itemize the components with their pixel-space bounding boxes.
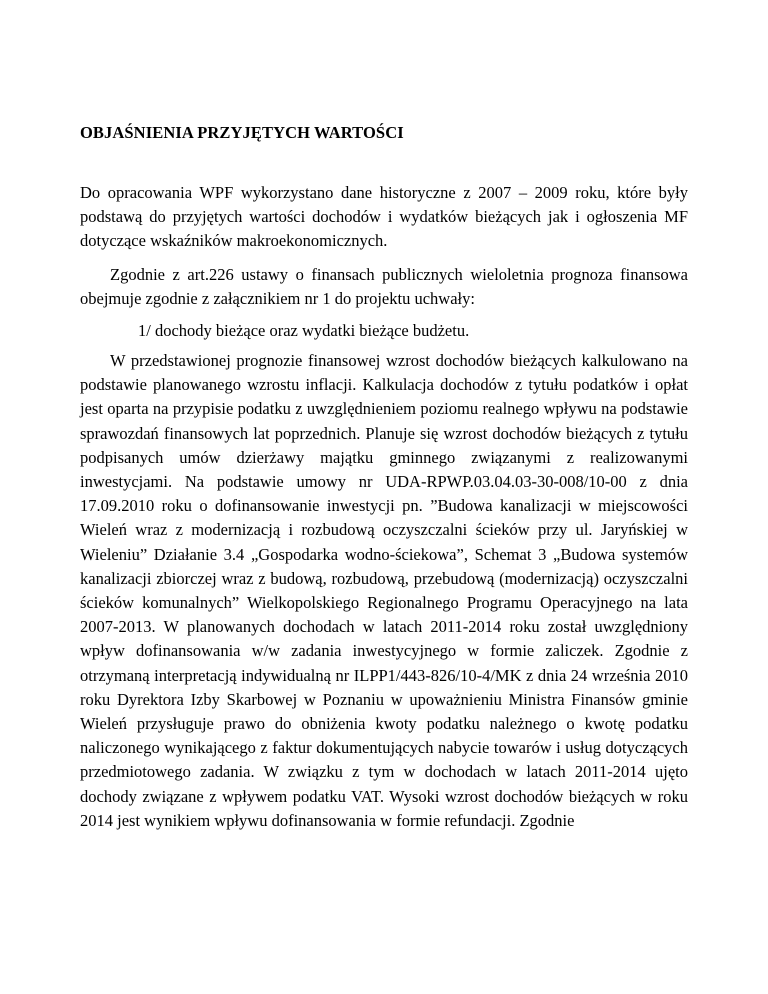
paragraph-income-forecast: W przedstawionej prognozie finansowej wzrost dochodów bieżących kalkulowano na podstawie planowanego wzrostu inflacji. Kalkulacja dochodów z tytułu podatków i opłat jest oparta na przypisie podatku z uwzględnieniem poziomu realnego wpływu na podstawie sprawozdań finansowych lat poprzednich. Planuje się wzrost dochodów bieżących z tytułu podpisanych umów dzierżawy majątku gminnego związanymi z realizowanymi inwestycjami. Na podstawie umowy nr UDA-RPWP.03.04.03-30-008/10-00 z dnia 17.09.2010 roku o dofinansowanie inwestycji pn. ”Budowa kanalizacji w miejscowości Wieleń wraz z modernizacją i rozbudową oczyszczalni ścieków przy ul. Jaryńskiej w Wieleniu” Działanie 3.4 „Gospodarka wodno-ściekowa”, Schemat 3 „Budowa systemów kanalizacji zbiorczej wraz z budową, rozbudową, przebudową (modernizacją) oczyszczalni ścieków komunalnych” Wielkopolskiego Regionalnego Programu Operacyjnego na lata 2007-2013. W planowanych dochodach w latach 2011-2014 roku został uwzględniony wpływ dofinansowania w/w zadania inwestycyjnego w formie zaliczek. Zgodnie z otrzymaną interpretacją indywidualną nr ILPP1/443-826/10-4/MK z dnia 24 września 2010 roku Dyrektora Izby Skarbowej w Poznaniu w upoważnieniu Ministra Finansów gminie Wieleń przysługuje prawo do obniżenia kwoty podatku należnego o kwotę podatku naliczonego wynikającego z faktur dokumentujących nabycie towarów i usług dotyczących przedmiotowego zadania. W związku z tym w dochodach w latach 2011-2014 ujęto dochody związane z wpływem podatku VAT. Wysoki wzrost dochodów bieżących w roku 2014 jest wynikiem wpływu dofinansowania w formie refundacji. Zgodnie: [80, 351, 688, 830]
document-heading: OBJAŚNIENIA PRZYJĘTYCH WARTOŚCI: [80, 123, 404, 142]
paragraph-historical-data: Do opracowania WPF wykorzystano dane historyczne z 2007 – 2009 roku, które były podstawą do przyjętych wartości dochodów i wydatków bieżących jak i ogłoszenia MF dotyczące wskaźników makroekonomicznych.: [80, 183, 688, 251]
paragraph-legal-basis: Zgodnie z art.226 ustawy o finansach publicznych wieloletnia prognoza finansowa obejmuje zgodnie z załącznikiem nr 1 do projektu uchwały:: [80, 265, 688, 309]
paragraph-list-item-1: 1/ dochody bieżące oraz wydatki bieżące budżetu.: [138, 321, 470, 340]
